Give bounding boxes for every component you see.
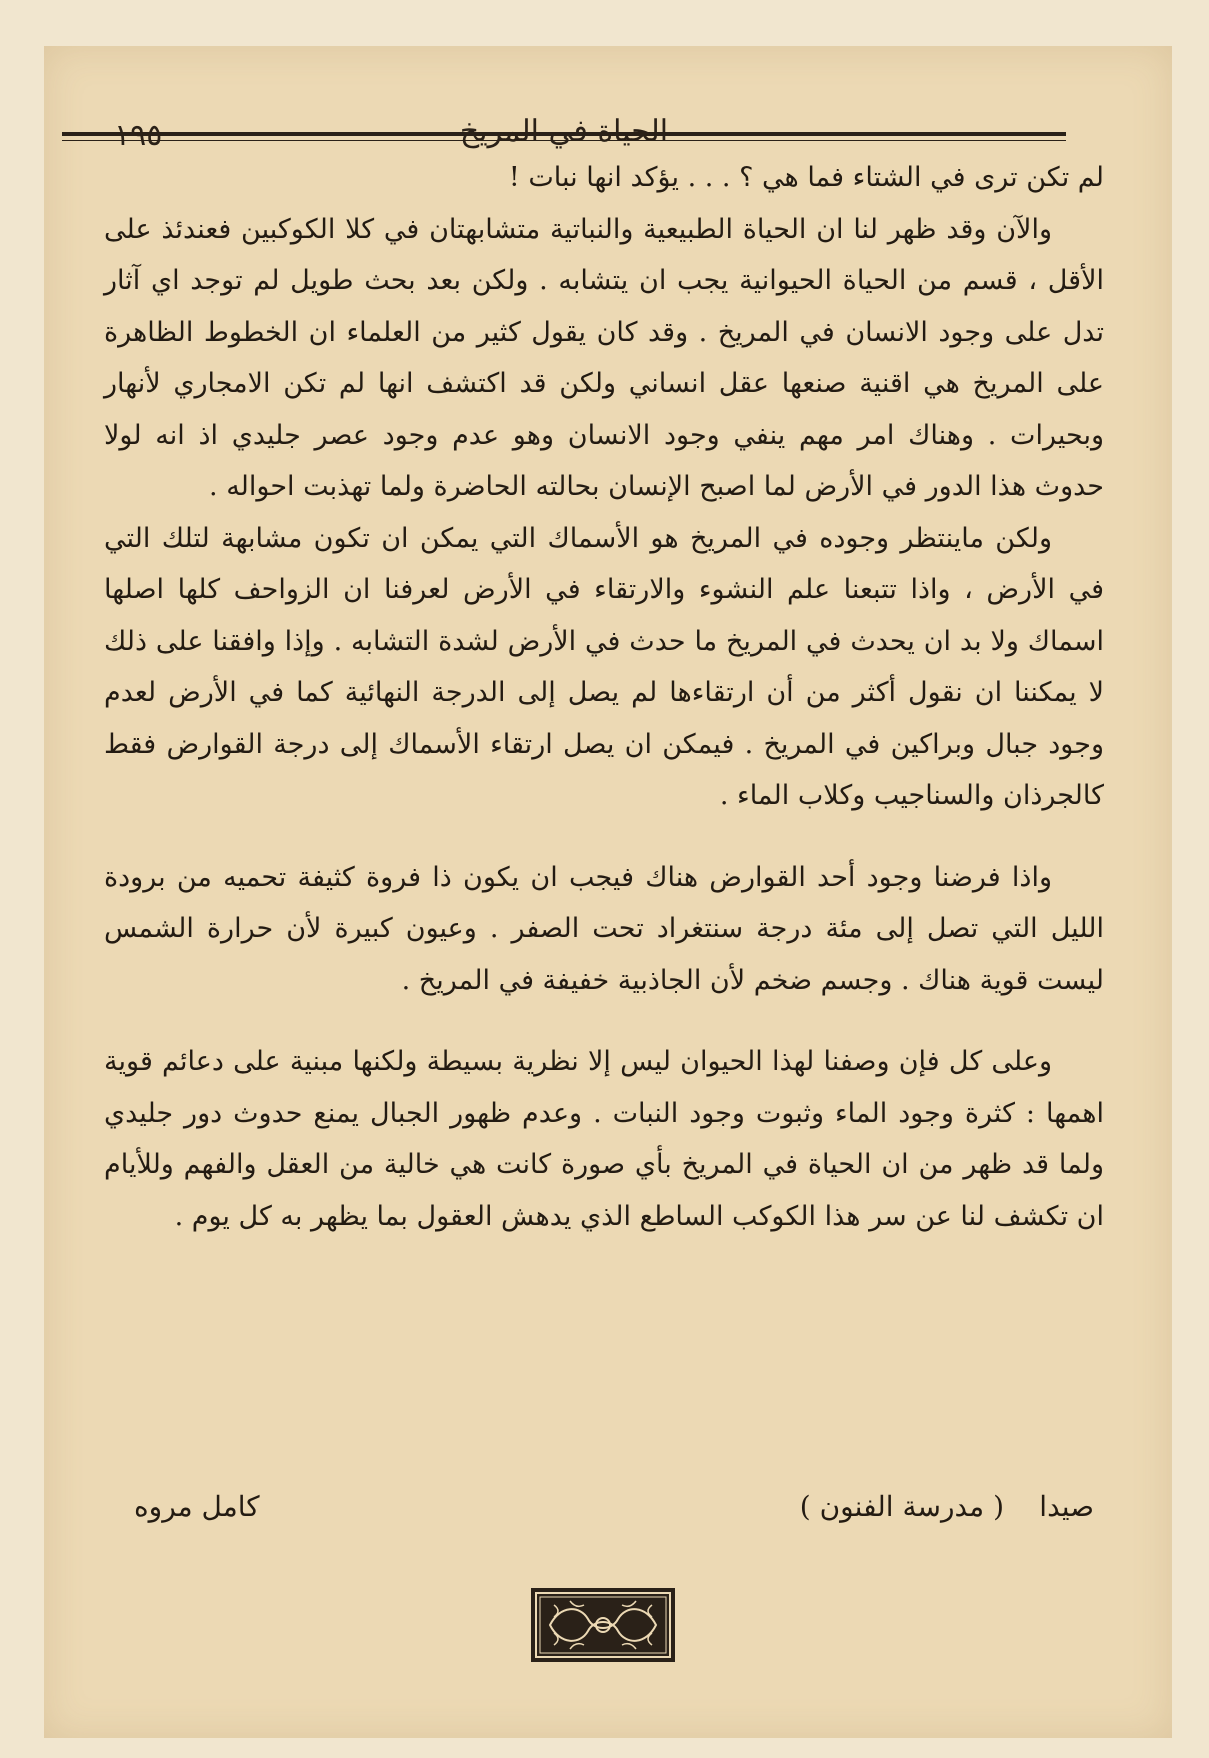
header-rule-thick [62, 132, 1066, 136]
signature-author: كامل مروه [134, 1490, 260, 1523]
signature-row [104, 1490, 1104, 1540]
paragraph-5: وعلى كل فإن وصفنا لهذا الحيوان ليس إلا نظرية بسيطة ولكنها مبنية على دعائم قوية اهمها : كثرة وجود الماء وثبوت وجود النبات . وعدم ظهور الجبال يمنع حدوث دور جليدي ولما قد ظهر من ان الحياة في المريخ بأي صورة كانت هي خالية من العقل والفهم وللأيام ان تكشف لنا عن سر هذا الكوكب الساطع الذي يدهش العقول بما يظهر به كل يوم . [104, 1046, 1104, 1232]
signature-place: صيدا [1039, 1490, 1094, 1523]
article-body [104, 152, 1104, 1242]
header-rule-thin [62, 140, 1066, 141]
paragraph-4: واذا فرضنا وجود أحد القوارض هناك فيجب ان يكون ذا فروة كثيفة تحميه من برودة الليل التي تصل إلى مئة درجة سنتغراد تحت الصفر . وعيون كبيرة لأن حرارة الشمس ليست قوية هناك . وجسم ضخم لأن الجاذبية خفيفة في المريخ . [104, 861, 1104, 996]
paragraph-1: لم تكن ترى في الشتاء فما هي ؟ . . . يؤكد انها نبات ! [508, 162, 1104, 193]
paragraph-2: والآن وقد ظهر لنا ان الحياة الطبيعية والنباتية متشابهتان في كلا الكوكبين فعندئذ على الأقل ، قسم من الحياة الحيوانية يجب ان يتشابه . ولكن بعد بحث طويل لم توجد اي آثار تدل على وجود الانسان في المريخ . وقد كان يقول كثير من العلماء ان الخطوط الظاهرة على المريخ هي اقنية صنعها عقل انساني ولكن قد اكتشف انها لم تكن الامجاري لأنهار وبحيرات . وهناك امر مهم ينفي وجود الانسان وهو عدم وجود عصر جليدي اذ انه لولا حدوث هذا الدور في الأرض لما اصبح الإنسان بحالته الحاضرة ولما تهذبت احواله . [104, 213, 1104, 502]
paragraph-gap [104, 822, 1104, 852]
paragraph-gap [104, 1006, 1104, 1036]
paragraph-3: ولكن ماينتظر وجوده في المريخ هو الأسماك التي يمكن ان تكون مشابهة لتلك التي في الأرض ، واذا تتبعنا علم النشوء والارتقاء في الأرض لعرفنا ان الزواحف كلها اصلها اسماك ولا بد ان يحدث في المريخ ما حدث في الأرض لشدة التشابه . وإذا وافقنا على ذلك لا يمكننا ان نقول أكثر من أن ارتقاءها لم يصل إلى الدرجة النهائية كما في الأرض لعدم وجود جبال وبراكين في المريخ . فيمكن ان يصل ارتقاء الأسماك إلى درجة القوارض فقط كالجرذان والسناجيب وكلاب الماء . [104, 522, 1104, 811]
page-header [62, 60, 1066, 120]
ornament-icon [530, 1587, 676, 1663]
signature-school: ( مدرسة الفنون ) [799, 1490, 1004, 1523]
